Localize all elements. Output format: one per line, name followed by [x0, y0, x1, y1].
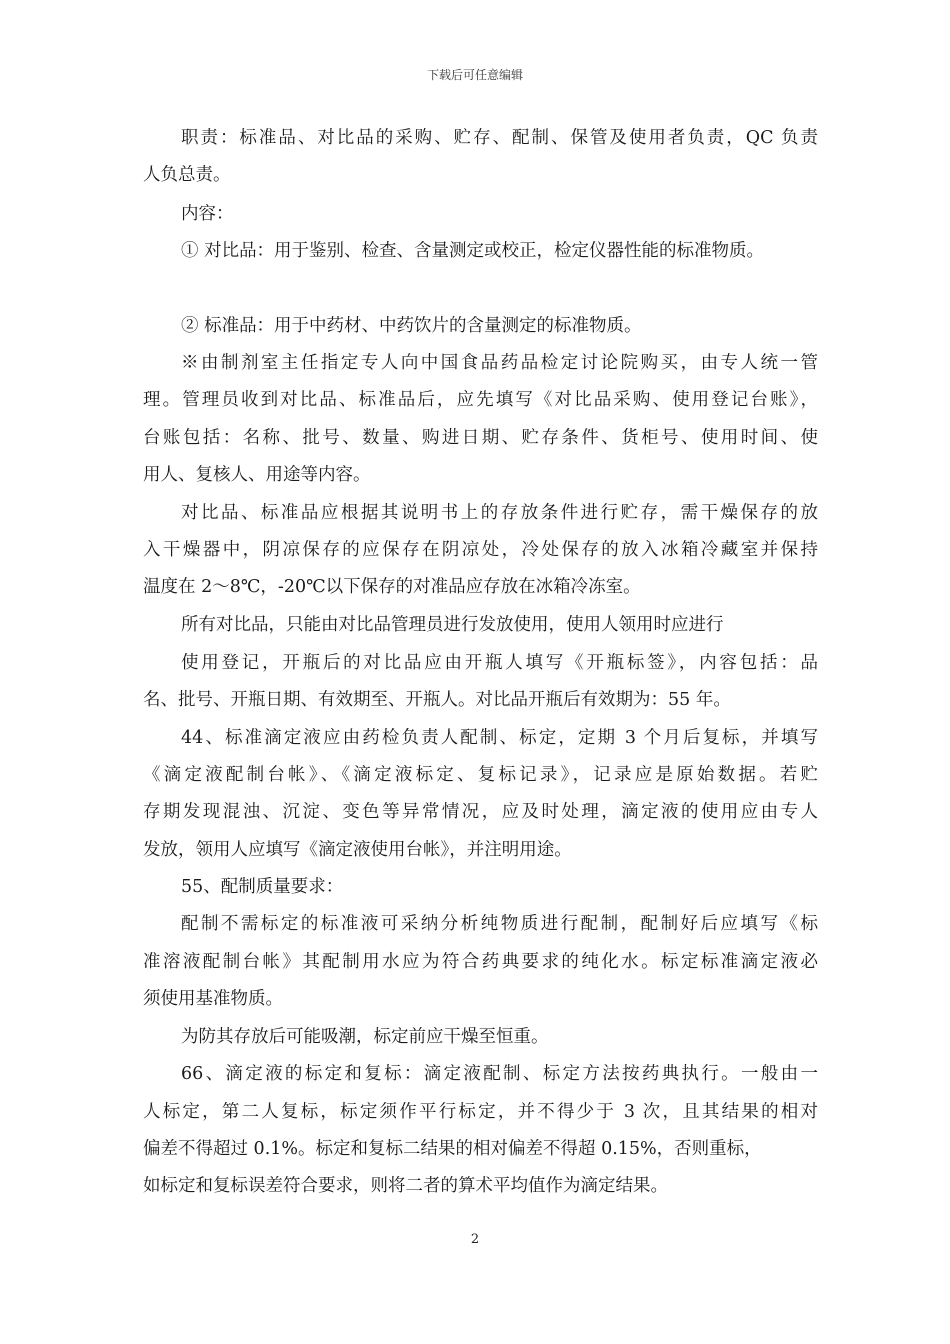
paragraph-line: 内容： [181, 204, 234, 224]
paragraph-line: 入干燥器中，阴凉保存的应保存在阴凉处，冷处保存的放入冰箱冷藏室并保持 [143, 540, 818, 560]
paragraph-line: 对比品、标准品应根据其说明书上的存放条件进行贮存，需干燥保存的放 [181, 503, 818, 523]
paragraph-line: 44、标准滴定液应由药检负责人配制、标定，定期 3 个月后复标，并填写 [181, 728, 818, 748]
paragraph-line: 准溶液配制台帐》其配制用水应为符合药典要求的纯化水。标定标准滴定液必 [143, 952, 818, 972]
paragraph-line: 如标定和复标误差符合要求，则将二者的算术平均值作为滴定结果。 [143, 1176, 668, 1196]
paragraph-line: 理。管理员收到对比品、标准品后，应先填写《对比品采购、使用登记台账》， [143, 390, 818, 410]
paragraph-line: 所有对比品，只能由对比品管理员进行发放使用，使用人领用时应进行 [181, 615, 724, 635]
paragraph-line: 用人、复核人、用途等内容。 [143, 465, 371, 485]
paragraph-line: 名、批号、开瓶日期、有效期至、开瓶人。对比品开瓶后有效期为：55 年。 [143, 690, 731, 710]
paragraph-line: 职责：标准品、对比品的采购、贮存、配制、保管及使用者负责，QC 负责 [181, 128, 818, 148]
paragraph-line: ② 标准品：用于中药材、中药饮片的含量测定的标准物质。 [181, 316, 642, 336]
page-header: 下载后可任意编辑 [426, 68, 523, 82]
paragraph-line: 55、配制质量要求： [181, 877, 344, 897]
paragraph-line: 偏差不得超过 0.1%。标定和复标二结果的相对偏差不得超 0.15%，否则重标， [143, 1139, 762, 1159]
page-number: 2 [470, 1232, 480, 1247]
paragraph-line: ① 对比品：用于鉴别、检查、含量测定或校正，检定仪器性能的标准物质。 [181, 241, 765, 261]
paragraph-line: 发放，领用人应填写《滴定液使用台帐》，并注明用途。 [143, 840, 572, 860]
paragraph-line: ※由制剂室主任指定专人向中国食品药品检定讨论院购买，由专人统一管 [181, 353, 818, 373]
paragraph-line: 温度在 2～8℃，-20℃以下保存的对准品应存放在冰箱冷冻室。 [143, 577, 641, 597]
paragraph-line: 人标定，第二人复标，标定须作平行标定，并不得少于 3 次，且其结果的相对 [143, 1102, 818, 1122]
paragraph-line: 66、滴定液的标定和复标：滴定液配制、标定方法按药典执行。一般由一 [181, 1064, 818, 1084]
paragraph-line: 使用登记，开瓶后的对比品应由开瓶人填写《开瓶标签》，内容包括：品 [181, 653, 818, 673]
paragraph-line: 存期发现混浊、沉淀、变色等异常情况，应及时处理，滴定液的使用应由专人 [143, 802, 818, 822]
paragraph-line: 《滴定液配制台帐》、《滴定液标定、复标记录》，记录应是原始数据。若贮 [143, 765, 818, 785]
paragraph-line: 须使用基准物质。 [143, 989, 283, 1009]
paragraph-line: 台账包括：名称、批号、数量、购进日期、贮存条件、货柜号、使用时间、使 [143, 428, 818, 448]
paragraph-line: 人负总责。 [143, 165, 231, 185]
paragraph-line: 为防其存放后可能吸潮，标定前应干燥至恒重。 [181, 1027, 549, 1047]
paragraph-line: 配制不需标定的标准液可采纳分析纯物质进行配制，配制好后应填写《标 [181, 914, 818, 934]
